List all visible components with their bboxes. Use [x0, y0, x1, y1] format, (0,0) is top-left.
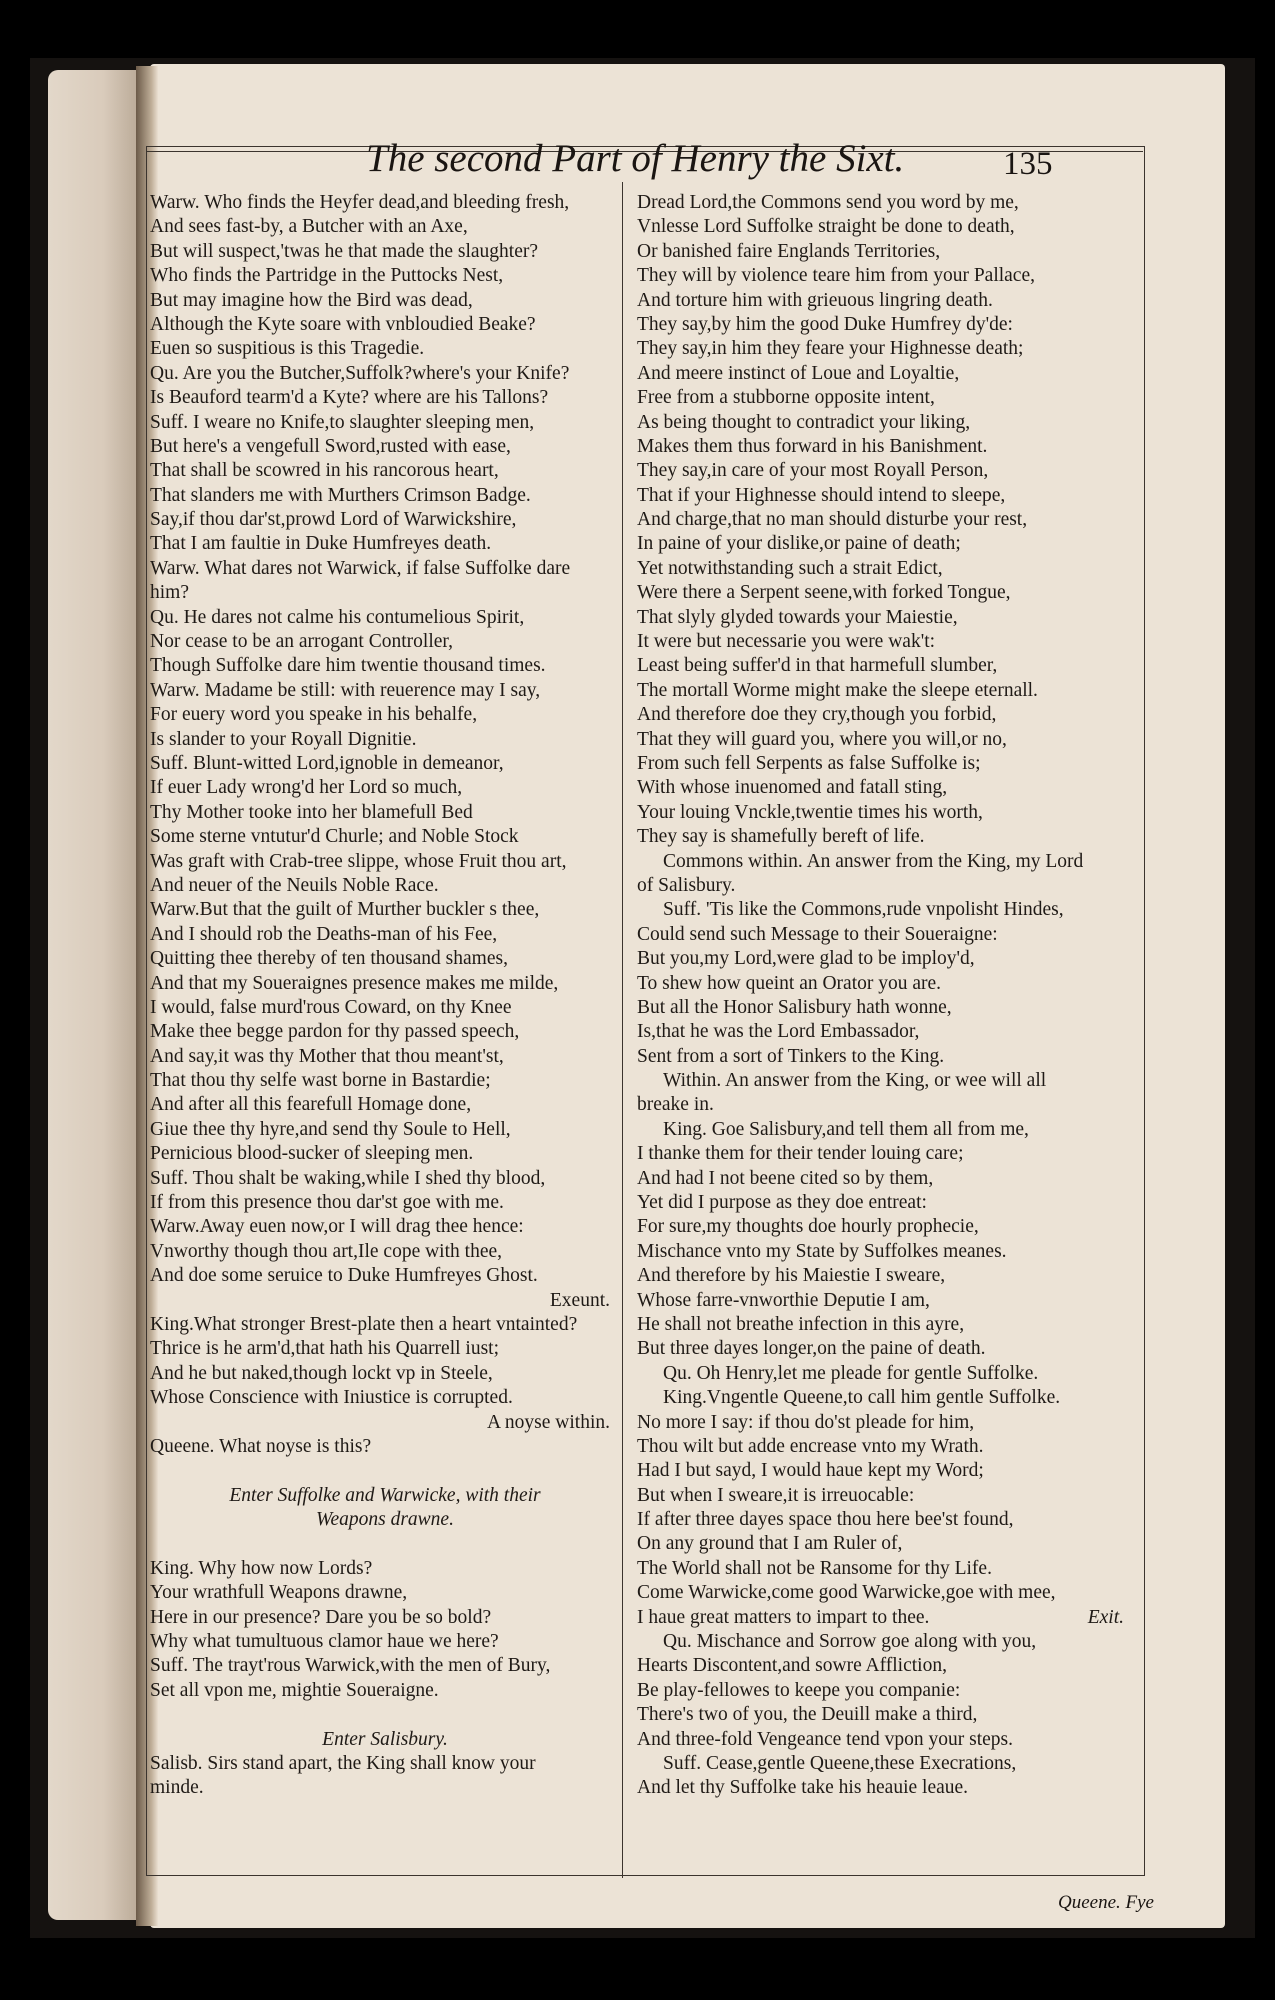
text-line: breake in.	[637, 1094, 714, 1116]
text-line: For sure,my thoughts doe hourly prophecie,	[637, 1216, 979, 1238]
text-line: minde.	[150, 1777, 204, 1799]
text-line: They say,in him they feare your Highnesse death;	[637, 338, 1024, 360]
text-line: And therefore doe they cry,though you forbid,	[637, 704, 997, 726]
text-line: And after all this fearefull Homage done,	[150, 1094, 472, 1116]
text-line: Or banished faire Englands Territories,	[637, 240, 941, 262]
text-line: There's two of you, the Deuill make a third,	[637, 1704, 978, 1726]
text-line: Whose farre-vnworthie Deputie I am,	[637, 1289, 930, 1311]
text-line: Suff. 'Tis like the Commons,rude vnpolisht Hindes,	[663, 899, 1064, 921]
text-line: It were but necessarie you were wak't:	[637, 631, 936, 653]
text-line: In paine of your dislike,or paine of death;	[637, 533, 961, 555]
column-divider	[622, 182, 623, 1878]
text-line: Thrice is he arm'd,that hath his Quarrell iust;	[150, 1338, 500, 1360]
text-line: And therefore by his Maiestie I sweare,	[637, 1265, 946, 1287]
text-line: Your louing Vnckle,twentie times his worth,	[637, 801, 983, 823]
text-line: That thou thy selfe wast borne in Bastardie;	[150, 1070, 491, 1092]
text-line: If after three dayes space thou here bee'st found,	[637, 1509, 1014, 1531]
stage-direction: Exit.	[1087, 1606, 1124, 1628]
text-line: They say,by him the good Duke Humfrey dy'de:	[637, 313, 1013, 335]
text-line: King. Goe Salisbury,and tell them all from me,	[663, 1118, 1029, 1140]
text-line: Qu. He dares not calme his contumelious Spirit,	[150, 606, 525, 628]
text-line: Is Beauford tearm'd a Kyte? where are his Tallons?	[150, 387, 549, 409]
text-line	[637, 1606, 1134, 1630]
text-line: No more I say: if thou do'st pleade for him,	[637, 1411, 975, 1433]
text-line: Quitting thee thereby of ten thousand shames,	[150, 948, 508, 970]
text-line: And neuer of the Neuils Noble Race.	[150, 874, 439, 896]
text-line: Warw.Away euen now,or I will drag thee hence:	[150, 1216, 524, 1238]
text-line: But will suspect,'twas he that made the slaughter?	[150, 240, 539, 262]
text-line: Makes them thus forward in his Banishment.	[637, 435, 988, 457]
text-line: As being thought to contradict your liking,	[637, 411, 971, 433]
text-line: To shew how queint an Orator you are.	[637, 972, 942, 994]
text-line: King.Vngentle Queene,to call him gentle Suffolke.	[663, 1387, 1061, 1409]
text-line: Set all vpon me, mightie Soueraigne.	[150, 1679, 439, 1701]
text-line: And torture him with grieuous lingring death.	[637, 289, 993, 311]
text-line: Pernicious blood-sucker of sleeping men.	[150, 1143, 474, 1165]
text-line: And doe some seruice to Duke Humfreyes Ghost.	[150, 1265, 538, 1287]
text-line: That slyly glyded towards your Maiestie,	[637, 606, 958, 628]
text-line: Weapons drawne.	[316, 1509, 454, 1531]
text-line: Some sterne vntutur'd Churle; and Noble Stock	[150, 826, 519, 848]
text-line: And three-fold Vengeance tend vpon your steps.	[637, 1728, 1013, 1750]
text-line: Mischance vnto my State by Suffolkes meanes.	[637, 1240, 1007, 1262]
text-line: And charge,that no man should disturbe your rest,	[637, 509, 1028, 531]
text-line: I would, false murd'rous Coward, on thy Knee	[150, 996, 512, 1018]
line-text: I haue great matters to impart to thee.	[637, 1606, 930, 1628]
text-line: And let thy Suffolke take his heauie leaue.	[637, 1777, 969, 1799]
text-line: But you,my Lord,were glad to be imploy'd,	[637, 948, 975, 970]
facing-page-edge	[48, 70, 140, 1920]
text-line: If from this presence thou dar'st goe with me.	[150, 1192, 504, 1214]
text-line: Thy Mother tooke into her blamefull Bed	[150, 801, 473, 823]
text-line: Least being suffer'd in that harmefull slumber,	[637, 655, 998, 677]
text-line: Thou wilt but adde encrease vnto my Wrath.	[637, 1435, 984, 1457]
text-line: For euery word you speake in his behalfe,	[150, 704, 478, 726]
text-line: Your wrathfull Weapons drawne,	[150, 1582, 408, 1604]
text-line: That I am faultie in Duke Humfreyes death.	[150, 533, 492, 555]
text-line: They will by violence teare him from your Pallace,	[637, 265, 1035, 287]
text-line: But when I sweare,it is irreuocable:	[637, 1484, 915, 1506]
text-line: A noyse within.	[487, 1411, 610, 1433]
text-line: They say,in care of your most Royall Person,	[637, 460, 989, 482]
text-line: Euen so suspitious is this Tragedie.	[150, 338, 425, 360]
text-line: Yet did I purpose as they doe entreat:	[637, 1192, 927, 1214]
text-line: Suff. Thou shalt be waking,while I shed thy blood,	[150, 1167, 546, 1189]
text-line: I thanke them for their tender louing care;	[637, 1143, 964, 1165]
text-line: He shall not breathe infection in this ayre,	[637, 1313, 965, 1335]
text-line	[150, 1459, 620, 1483]
text-line: Giue thee thy hyre,and send thy Soule to Hell,	[150, 1118, 511, 1140]
text-line: And he but naked,though lockt vp in Steele,	[150, 1362, 493, 1384]
text-line: Is,that he was the Lord Embassador,	[637, 1021, 920, 1043]
text-line: But three dayes longer,on the paine of death.	[637, 1338, 986, 1360]
text-line: King.What stronger Brest-plate then a heart vntainted?	[150, 1313, 578, 1335]
text-line: Whose Conscience with Iniustice is corrupted.	[150, 1387, 513, 1409]
text-line: King. Why how now Lords?	[150, 1557, 373, 1579]
text-line: Here in our presence? Dare you be so bold?	[150, 1606, 492, 1628]
text-line: The mortall Worme might make the sleepe eternall.	[637, 679, 1038, 701]
text-line: of Salisbury.	[637, 874, 736, 896]
text-line: And I should rob the Deaths-man of his Fee,	[150, 923, 498, 945]
text-line: Salisb. Sirs stand apart, the King shall know your	[150, 1753, 536, 1774]
text-line: Though Suffolke dare him twentie thousand times.	[150, 655, 546, 677]
text-line: Vnworthy though thou art,Ile cope with thee,	[150, 1240, 502, 1262]
text-line: Make thee begge pardon for thy passed speech,	[150, 1021, 520, 1043]
text-line: Suff. Cease,gentle Queene,these Execrations,	[663, 1753, 1017, 1774]
text-line: Qu. Oh Henry,let me pleade for gentle Suffolke.	[663, 1362, 1039, 1384]
page-number: 135	[1003, 146, 1053, 182]
text-line: Within. An answer from the King, or wee will all	[663, 1070, 1047, 1092]
text-line: They say is shamefully bereft of life.	[637, 826, 925, 848]
text-line: That slanders me with Murthers Crimson Badge.	[150, 484, 531, 506]
text-line: Warw.But that the guilt of Murther buckler s thee,	[150, 899, 540, 921]
text-line: Why what tumultuous clamor haue we here?	[150, 1631, 499, 1653]
text-line	[150, 1532, 620, 1556]
text-line: him?	[150, 582, 189, 604]
text-line: Enter Suffolke and Warwicke, with their	[229, 1484, 541, 1506]
text-line: From such fell Serpents as false Suffolke is;	[637, 752, 981, 774]
text-line: Free from a stubborne opposite intent,	[637, 387, 935, 409]
text-line: Qu. Mischance and Sorrow goe along with you,	[663, 1631, 1037, 1653]
left-column	[150, 191, 620, 1801]
text-line: Be play-fellowes to keepe you companie:	[637, 1679, 961, 1701]
catchword: Queene. Fye	[1058, 1892, 1154, 1913]
text-line: But here's a vengefull Sword,rusted with ease,	[150, 435, 511, 457]
text-line	[150, 1703, 620, 1727]
text-line: Exeunt.	[549, 1289, 610, 1311]
text-line: Commons within. An answer from the King, my Lord	[663, 850, 1084, 872]
text-line: Could send such Message to their Soueraigne:	[637, 923, 998, 945]
text-line: Yet notwithstanding such a strait Edict,	[637, 557, 943, 579]
text-line: Who finds the Partridge in the Puttocks Nest,	[150, 265, 504, 287]
text-line: On any ground that I am Ruler of,	[637, 1533, 903, 1555]
text-line: Dread Lord,the Commons send you word by me,	[637, 192, 1019, 213]
text-line: Warw. What dares not Warwick, if false Suffolke dare	[150, 557, 571, 579]
text-line: And had I not beene cited so by them,	[637, 1167, 934, 1189]
text-line: Is slander to your Royall Dignitie.	[150, 728, 417, 750]
running-title: The second Part of Henry the Sixt.	[366, 137, 905, 180]
text-line: Although the Kyte soare with vnbloudied Beake?	[150, 313, 536, 335]
text-line: And meere instinct of Loue and Loyaltie,	[637, 362, 960, 384]
text-line: Were there a Serpent seene,with forked Tongue,	[637, 582, 1011, 604]
text-line: Come Warwicke,come good Warwicke,goe with mee,	[637, 1582, 1056, 1604]
right-column	[637, 191, 1134, 1801]
text-line: Warw. Madame be still: with reuerence may I say,	[150, 679, 541, 701]
text-line: Enter Salisbury.	[322, 1728, 448, 1750]
text-line: That if your Highnesse should intend to sleepe,	[637, 484, 1006, 506]
text-line: Say,if thou dar'st,prowd Lord of Warwickshire,	[150, 509, 517, 531]
text-line: Hearts Discontent,and sowre Affliction,	[637, 1655, 947, 1677]
text-line: Warw. Who finds the Heyfer dead,and bleeding fresh,	[150, 192, 570, 213]
text-line: Queene. What noyse is this?	[150, 1435, 372, 1457]
text-line: And say,it was thy Mother that thou meant'st,	[150, 1045, 504, 1067]
text-line: Sent from a sort of Tinkers to the King.	[637, 1045, 945, 1067]
text-line: That they will guard you, where you will,or no,	[637, 728, 1007, 750]
text-line: Was graft with Crab-tree slippe, whose Fruit thou art,	[150, 850, 567, 872]
text-line: And that my Soueraignes presence makes me milde,	[150, 972, 559, 994]
text-line: With whose inuenomed and fatall sting,	[637, 777, 948, 799]
text-line: Had I but sayd, I would haue kept my Word;	[637, 1460, 984, 1482]
text-line: The World shall not be Ransome for thy Life.	[637, 1557, 992, 1579]
text-line: But may imagine how the Bird was dead,	[150, 289, 473, 311]
text-line: Suff. Blunt-witted Lord,ignoble in demeanor,	[150, 752, 504, 774]
text-line: Nor cease to be an arrogant Controller,	[150, 631, 453, 653]
text-line: Vnlesse Lord Suffolke straight be done to death,	[637, 216, 1015, 238]
text-line: That shall be scowred in his rancorous heart,	[150, 460, 499, 482]
text-line: Suff. The trayt'rous Warwick,with the men of Bury,	[150, 1655, 551, 1677]
text-line: Suff. I weare no Knife,to slaughter sleeping men,	[150, 411, 535, 433]
text-line: But all the Honor Salisbury hath wonne,	[637, 996, 952, 1018]
text-line: If euer Lady wrong'd her Lord so much,	[150, 777, 463, 799]
text-line: Qu. Are you the Butcher,Suffolk?where's your Knife?	[150, 362, 570, 384]
text-line: And sees fast-by, a Butcher with an Axe,	[150, 216, 468, 238]
